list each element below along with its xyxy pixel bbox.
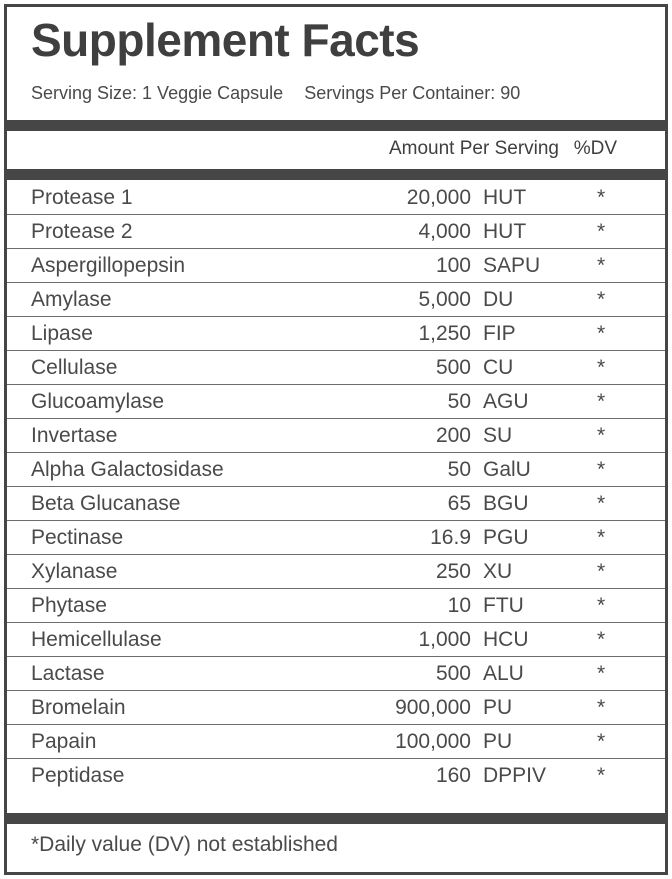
table-row <box>7 385 665 419</box>
table-row <box>7 181 665 215</box>
ingredient-dv: * <box>597 628 606 651</box>
table-row <box>7 453 665 487</box>
servings-per-container: Servings Per Container: 90 <box>304 83 521 103</box>
ingredient-list <box>7 181 665 793</box>
table-row <box>7 589 665 623</box>
serving-size: Serving Size: 1 Veggie Capsule <box>31 83 284 103</box>
ingredient-name: Lipase <box>31 322 93 345</box>
ingredient-dv: * <box>597 594 606 617</box>
ingredient-amount: 500 <box>435 356 471 379</box>
table-row <box>7 555 665 589</box>
serving-info <box>31 83 520 104</box>
ingredient-unit: XU <box>483 560 513 583</box>
ingredient-unit: PU <box>483 730 513 753</box>
ingredient-dv: * <box>597 390 606 413</box>
ingredient-name: Hemicellulase <box>31 628 162 651</box>
ingredient-amount: 1,000 <box>418 628 471 651</box>
ingredient-amount: 160 <box>435 764 471 787</box>
ingredient-amount: 500 <box>435 662 471 685</box>
table-row <box>7 487 665 521</box>
ingredient-amount: 250 <box>435 560 471 583</box>
ingredient-name: Xylanase <box>31 560 118 583</box>
ingredient-name: Protease 1 <box>31 186 133 209</box>
table-row <box>7 623 665 657</box>
ingredient-unit: PU <box>483 696 513 719</box>
ingredient-dv: * <box>597 696 606 719</box>
ingredient-name: Lactase <box>31 662 105 685</box>
table-row <box>7 351 665 385</box>
ingredient-unit: CU <box>483 356 514 379</box>
ingredient-dv: * <box>597 458 606 481</box>
ingredient-name: Glucoamylase <box>31 390 165 413</box>
ingredient-dv: * <box>597 424 606 447</box>
ingredient-name: Bromelain <box>31 696 126 719</box>
ingredient-name: Beta Glucanase <box>31 492 181 515</box>
ingredient-dv: * <box>597 526 606 549</box>
table-row <box>7 691 665 725</box>
table-row <box>7 419 665 453</box>
ingredient-amount: 100 <box>435 254 471 277</box>
ingredient-unit: FIP <box>483 322 516 345</box>
table-row <box>7 249 665 283</box>
ingredient-unit: FTU <box>483 594 524 617</box>
ingredient-amount: 20,000 <box>406 186 471 209</box>
table-row <box>7 759 665 793</box>
header-dv: %DV <box>573 138 617 159</box>
ingredient-dv: * <box>597 662 606 685</box>
footnote: *Daily value (DV) not established <box>31 833 338 856</box>
ingredient-name: Pectinase <box>31 526 124 549</box>
ingredient-name: Alpha Galactosidase <box>31 458 224 481</box>
ingredient-unit: DPPIV <box>483 764 547 787</box>
panel-title: Supplement Facts <box>31 14 420 66</box>
ingredient-dv: * <box>597 560 606 583</box>
ingredient-unit: PGU <box>483 526 529 549</box>
table-row <box>7 725 665 759</box>
ingredient-name: Phytase <box>31 594 107 617</box>
ingredient-dv: * <box>597 254 606 277</box>
ingredient-amount: 1,250 <box>418 322 471 345</box>
ingredient-dv: * <box>597 322 606 345</box>
ingredient-amount: 5,000 <box>418 288 471 311</box>
divider-thick-top <box>7 120 665 131</box>
table-row <box>7 521 665 555</box>
table-row <box>7 317 665 351</box>
ingredient-unit: BGU <box>483 492 529 515</box>
ingredient-unit: SU <box>483 424 513 447</box>
ingredient-name: Papain <box>31 730 97 753</box>
ingredient-amount: 65 <box>447 492 471 515</box>
ingredient-amount: 900,000 <box>395 696 471 719</box>
ingredient-unit: AGU <box>483 390 529 413</box>
ingredient-name: Peptidase <box>31 764 125 787</box>
ingredient-amount: 16.9 <box>430 526 471 549</box>
header-amount-per-serving: Amount Per Serving <box>388 138 559 159</box>
ingredient-unit: GalU <box>483 458 531 481</box>
table-row <box>7 657 665 691</box>
ingredient-name: Cellulase <box>31 356 118 379</box>
ingredient-amount: 4,000 <box>418 220 471 243</box>
ingredient-amount: 200 <box>435 424 471 447</box>
ingredient-amount: 50 <box>447 390 471 413</box>
ingredient-name: Aspergillopepsin <box>31 254 186 277</box>
ingredient-name: Invertase <box>31 424 118 447</box>
ingredient-unit: HUT <box>483 186 527 209</box>
ingredient-amount: 50 <box>447 458 471 481</box>
table-row <box>7 215 665 249</box>
ingredient-unit: ALU <box>483 662 524 685</box>
ingredient-unit: HUT <box>483 220 527 243</box>
divider-thick-bottom <box>7 813 665 824</box>
ingredient-amount: 10 <box>447 594 471 617</box>
divider-thick-header <box>7 169 665 180</box>
ingredient-dv: * <box>597 288 606 311</box>
ingredient-dv: * <box>597 492 606 515</box>
ingredient-unit: SAPU <box>483 254 541 277</box>
ingredient-amount: 100,000 <box>395 730 471 753</box>
ingredient-dv: * <box>597 220 606 243</box>
table-row <box>7 283 665 317</box>
ingredient-dv: * <box>597 764 606 787</box>
ingredient-unit: DU <box>483 288 514 311</box>
ingredient-name: Amylase <box>31 288 112 311</box>
supplement-facts-panel <box>4 4 668 875</box>
ingredient-dv: * <box>597 730 606 753</box>
ingredient-dv: * <box>597 186 606 209</box>
ingredient-unit: HCU <box>483 628 529 651</box>
ingredient-name: Protease 2 <box>31 220 133 243</box>
ingredient-dv: * <box>597 356 606 379</box>
